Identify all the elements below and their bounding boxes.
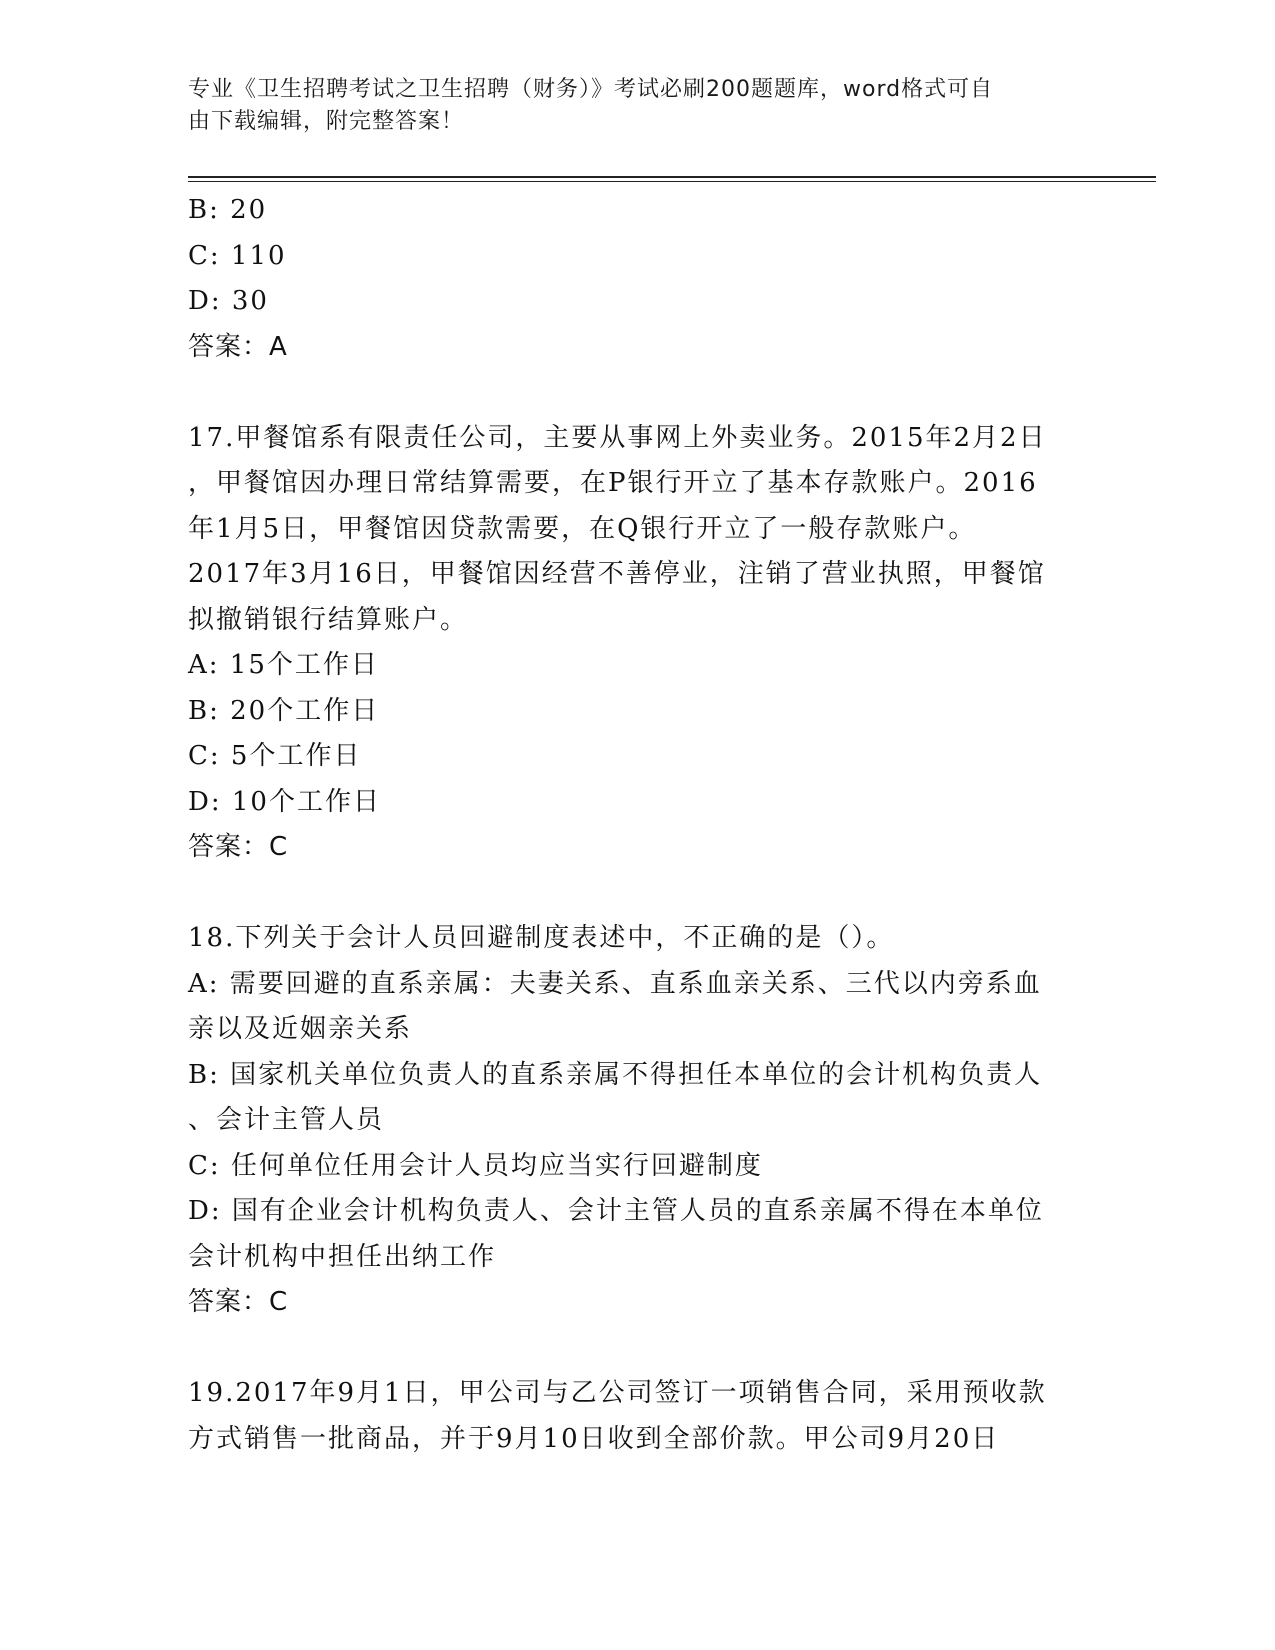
- question-stem-line: ，甲餐馆因办理日常结算需要，在P银行开立了基本存款账户。2016: [188, 468, 1038, 498]
- option-b: B: 国家机关单位负责人的直系亲属不得担任本单位的会计机构负责人: [188, 1059, 1043, 1090]
- header-line: 由下载编辑，附完整答案！: [188, 109, 465, 134]
- question-stem-line: 2017年3月16日，甲餐馆因经营不善停业，注销了营业执照，甲餐馆: [188, 559, 1046, 589]
- question-stem-line: 17.甲餐馆系有限责任公司，主要从事网上外卖业务。2015年2月2日: [188, 422, 1047, 453]
- option-b-cont: 、会计主管人员: [188, 1105, 385, 1135]
- answer: 答案：C: [188, 1287, 289, 1317]
- header-divider-thin: [188, 181, 1156, 182]
- question-stem-line: 拟撤销银行结算账户。: [188, 604, 469, 635]
- header-line: 专业《卫生招聘考试之卫生招聘（财务）》考试必刷200题题库，word格式可自: [188, 77, 994, 102]
- option-d-cont: 会计机构中担任出纳工作: [188, 1241, 497, 1272]
- document-header: [188, 74, 1068, 138]
- option-d: D: 国有企业会计机构负责人、会计主管人员的直系亲属不得在本单位: [188, 1196, 1044, 1226]
- header-divider: [188, 176, 1156, 178]
- option-d: D: 30: [188, 286, 269, 316]
- option-c: C: 任何单位任用会计人员均应当实行回避制度: [188, 1150, 763, 1181]
- question-18: [188, 916, 1078, 1326]
- question-stem-line: 年1月5日，甲餐馆因贷款需要，在Q银行开立了一般存款账户。: [188, 513, 977, 544]
- option-b: B: 20: [188, 195, 268, 225]
- answer: 答案：A: [188, 331, 288, 362]
- option-c: C: 110: [188, 240, 287, 271]
- option-c: C: 5个工作日: [188, 741, 362, 771]
- answer: 答案：C: [188, 832, 289, 862]
- option-d: D: 10个工作日: [188, 786, 381, 817]
- question-19: [188, 1371, 1078, 1462]
- question-stem-line: 方式销售一批商品，并于9月10日收到全部价款。甲公司9月20日: [188, 1423, 1000, 1454]
- question-stem-line: 19.2017年9月1日，甲公司与乙公司签订一项销售合同，采用预收款: [188, 1378, 1047, 1408]
- question-17: [188, 416, 1078, 871]
- option-a: A: 15个工作日: [188, 650, 379, 680]
- option-b: B: 20个工作日: [188, 695, 380, 726]
- document-body: [188, 188, 1078, 1462]
- question-stem-line: 18.下列关于会计人员回避制度表述中，不正确的是（）。: [188, 923, 895, 953]
- question-16-tail: [188, 188, 1078, 370]
- option-a-cont: 亲以及近姻亲关系: [188, 1014, 413, 1044]
- option-a: A: 需要回避的直系亲属：夫妻关系、直系血亲关系、三代以内旁系血: [188, 968, 1042, 999]
